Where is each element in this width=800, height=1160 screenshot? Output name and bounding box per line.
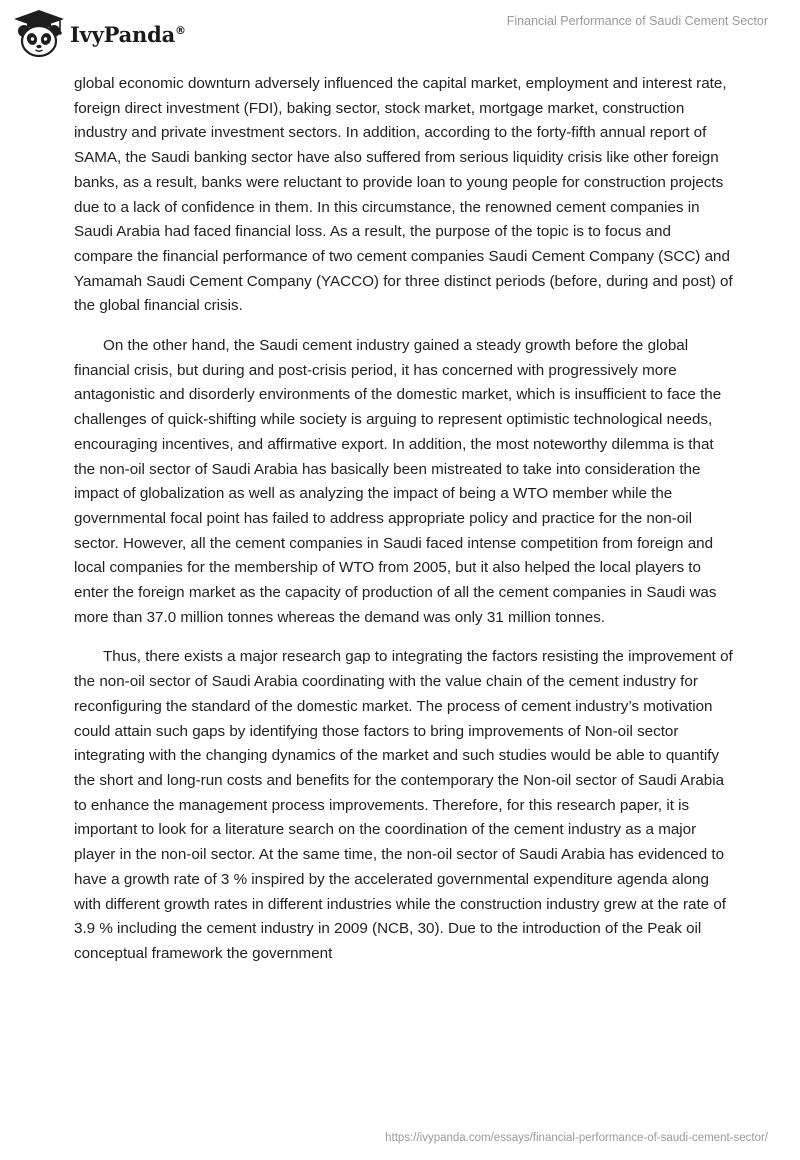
document-title: Financial Performance of Saudi Cement Sector — [506, 14, 768, 28]
paragraph: On the other hand, the Saudi cement industry gained a steady growth before the global financial crisis, but during and post-crisis period, it has concerned with progressively more antagonistic and disorderly environments of the domestic market, which is insufficient to face the challenges of quick-shifting while society is arguing to represent optimistic technological needs, encouraging incentives, and affirmative export. In addition, the most noteworthy dilemma is that the non-oil sector of Saudi Arabia has basically been mistreated to take into consideration the impact of globalization as well as analyzing the impact of being a WTO member while the governmental focal point has failed to address appropriate policy and practice for the non-oil sector. However, all the cement companies in Saudi faced intense competition from foreign and local companies for the membership of WTO from 2005, but it also helped the local players to enter the foreign market as the capacity of production of all the cement companies in Saudi was more than 37.0 million tonnes whereas the demand was only 31 million tonnes. — [74, 337, 722, 626]
panda-graduate-icon — [12, 8, 66, 58]
page-header — [0, 0, 800, 64]
brand-logo[interactable] — [12, 8, 186, 58]
brand-name — [70, 22, 186, 47]
paragraph: global economic downturn adversely influenced the capital market, employment and interest rate, foreign direct investment (FDI), baking sector, stock market, mortgage market, construction industry and private investment sectors. In addition, according to the forty-fifth annual report of SAMA, the Saudi banking sector have also suffered from serious liquidity crisis like other foreign banks, as a result, banks were reluctant to provide loan to young people for construction projects due to a lack of confidence in them. In this circumstance, the renowned cement companies in Saudi Arabia had faced financial loss. As a result, the purpose of the topic is to focus and compare the financial performance of two cement companies Saudi Cement Company (SCC) and Yamamah Saudi Cement Company (YACCO) for three distinct periods (before, during and post) of the global financial crisis. — [74, 75, 733, 315]
registered-mark: ® — [175, 23, 186, 37]
paragraph: Thus, there exists a major research gap to integrating the factors resisting the improvement of the non-oil sector of Saudi Arabia coordinating with the value chain of the cement industry for reconfiguring the standard of the domestic market. The process of cement industry’s motivation could attain such gaps by identifying those factors to bring improvements of Non-oil sector integrating with the changing dynamics of the market and such studies would be able to quantify the short and long-run costs and benefits for the contemporary the Non-oil sector of Saudi Arabia to enhance the management process improvements. Therefore, for this research paper, it is important to look for a literature search on the coordination of the cement industry as a major player in the non-oil sector. At the same time, the non-oil sector of Saudi Arabia has evidenced to have a growth rate of 3 % inspired by the accelerated governmental expenditure agenda along with different growth rates in different industries while the construction industry grew at the rate of 3.9 % including the cement industry in 2009 (NCB, 30). Due to the introduction of the Peak oil conceptual framework the government — [74, 648, 733, 962]
brand-name-text: IvyPanda — [70, 21, 176, 47]
essay-body — [74, 72, 734, 982]
source-url[interactable]: https://ivypanda.com/essays/financial-performance-of-saudi-cement-sector/ — [385, 1132, 768, 1144]
